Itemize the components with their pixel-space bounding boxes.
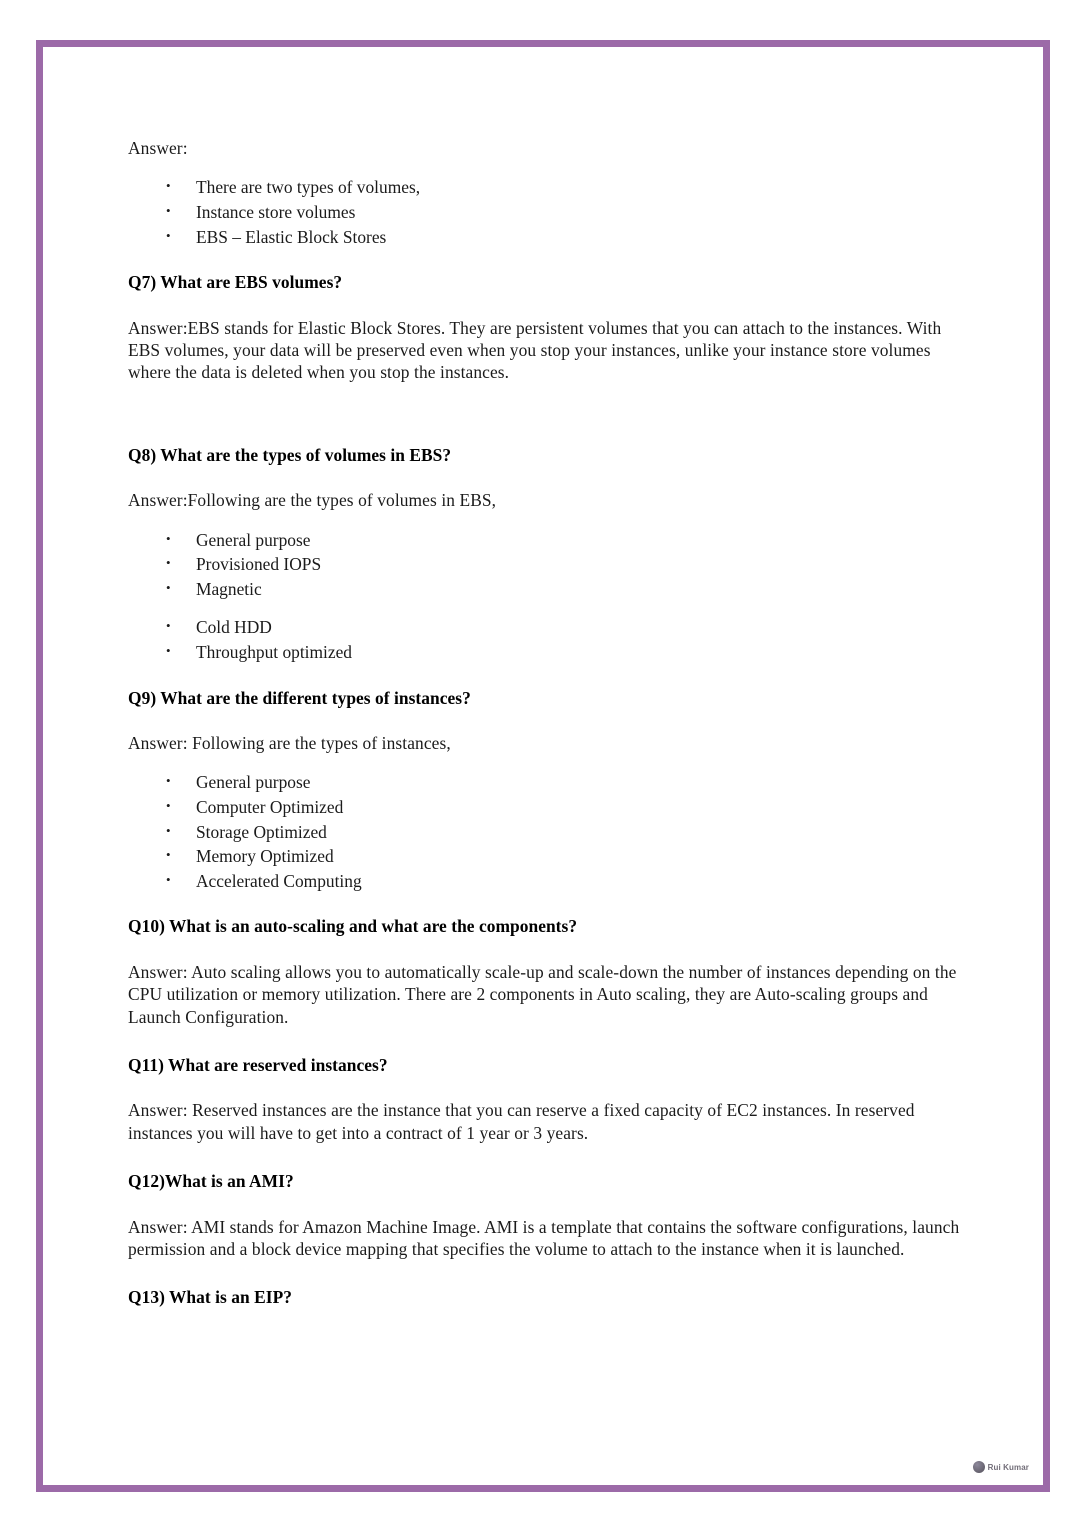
answer-text-q8: Answer:Following are the types of volumes in EBS, (128, 490, 497, 511)
answer-text-q12: Answer: AMI stands for Amazon Machine Image. AMI is a template that contains the software configurations, launch permission and a block device mapping that specifies the volume to attach to the instance when it is launched. (128, 1216, 960, 1260)
document-content (128, 137, 966, 1309)
question-heading-q10: Q10) What is an auto-scaling and what are the components? (128, 916, 578, 937)
question-heading-q9: Q9) What are the different types of instances? (128, 687, 471, 708)
user-avatar-icon (973, 1461, 985, 1473)
list-item: • General purpose (128, 528, 966, 553)
q8-volume-types-list-group1 (128, 528, 966, 602)
list-item: • There are two types of volumes, (128, 175, 966, 200)
answer-text-q9: Answer: Following are the types of instances, (128, 733, 451, 753)
q8-volume-types-list-group2 (128, 615, 966, 664)
watermark-label: Rui Kumar (987, 1462, 1029, 1472)
q6-answer-label: Answer: (128, 138, 188, 158)
list-item: • Computer Optimized (128, 795, 966, 820)
list-item: • Throughput optimized (128, 640, 966, 665)
q6-answer-bullet-list (128, 175, 966, 249)
list-item: • Cold HDD (128, 615, 966, 640)
question-heading-q7: Q7) What are EBS volumes? (128, 272, 343, 293)
list-item: • Provisioned IOPS (128, 552, 966, 577)
list-item: • General purpose (128, 770, 966, 795)
question-heading-q8: Q8) What are the types of volumes in EBS? (128, 444, 452, 465)
list-item: • Magnetic (128, 577, 966, 602)
question-heading-q13: Q13) What is an EIP? (128, 1287, 292, 1308)
question-heading-q11: Q11) What are reserved instances? (128, 1055, 388, 1075)
list-item: • Instance store volumes (128, 200, 966, 225)
q9-instance-types-list (128, 770, 966, 893)
question-heading-q12: Q12)What is an AMI? (128, 1171, 294, 1192)
list-item: • EBS – Elastic Block Stores (128, 225, 966, 250)
watermark (973, 1461, 1029, 1473)
list-item: • Accelerated Computing (128, 869, 966, 894)
document-page-frame (36, 40, 1050, 1492)
answer-text-q11: Answer: Reserved instances are the instance that you can reserve a fixed capacity of EC2 instances. In reserved instances you will have to get into a contract of 1 year or 3 years. (128, 1100, 915, 1143)
answer-text-q7: Answer:EBS stands for Elastic Block Stores. They are persistent volumes that you can attach to the instances. With EBS volumes, your data will be preserved even when you stop your instances, unlike your instance store volumes where the data is deleted when you stop the instances. (128, 317, 942, 383)
document-page-sheet (43, 47, 1043, 1485)
list-item: • Memory Optimized (128, 844, 966, 869)
answer-text-q10: Answer: Auto scaling allows you to automatically scale-up and scale-down the number of instances depending on the CPU utilization or memory utilization. There are 2 components in Auto scaling, they are Auto-scaling groups and Launch Configuration. (128, 961, 957, 1027)
list-item: • Storage Optimized (128, 820, 966, 845)
